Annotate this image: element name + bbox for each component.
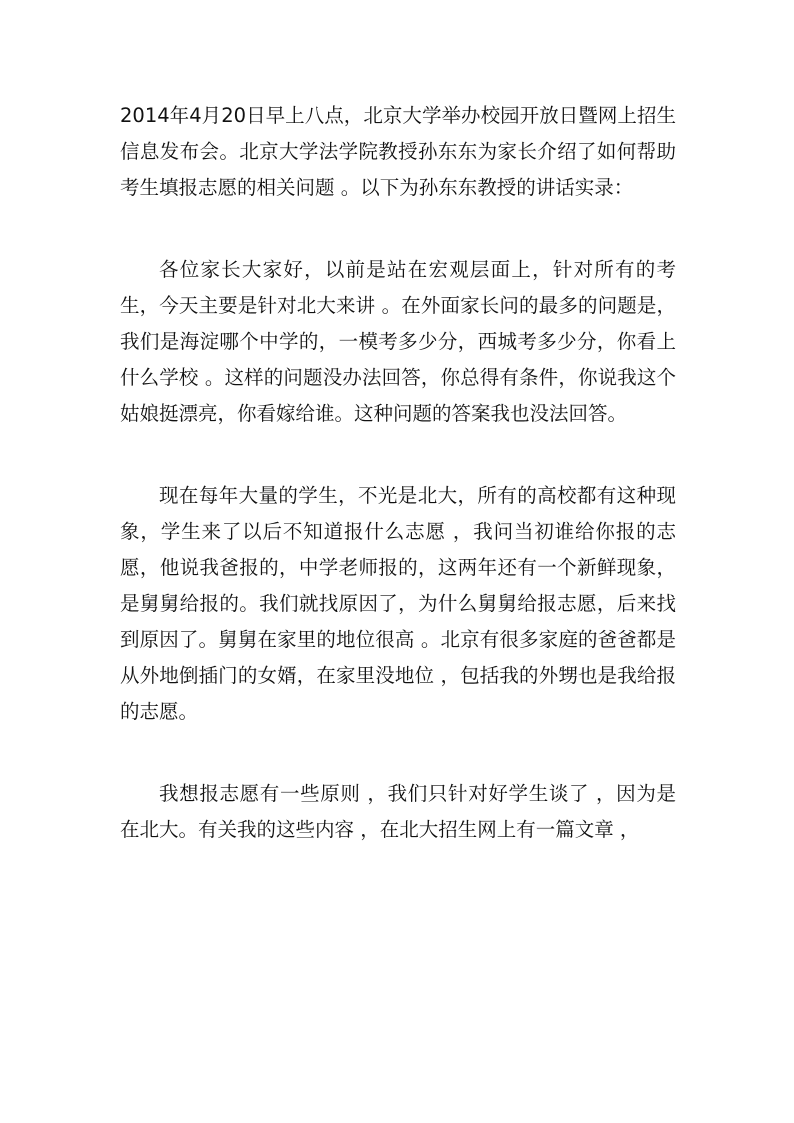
speech-paragraph-1: 各位家长大家好，以前是站在宏观层面上，针对所有的考生，今天主要是针对北大来讲 。在外面家长问的最多的问题是，我们是海淀哪个中学的，一模考多少分，西城考多少分，你看上什么学校 。这样的问题没办法回答，你总得有条件，你说我这个姑娘挺漂亮，你看嫁给谁。这种问题的答案我也没法回答。 bbox=[120, 258, 676, 425]
intro-paragraph: 2014年4月20日早上八点，北京大学举办校园开放日暨网上招生信息发布会。北京大学法学院教授孙东东为家长介绍了如何帮助考生填报志愿的相关问题 。以下为孙东东教授的讲话实录： bbox=[120, 104, 676, 199]
speech-paragraph-2: 现在每年大量的学生，不光是北大，所有的高校都有这种现象，学生来了以后不知道报什么志愿 ，我问当初谁给你报的志愿，他说我爸报的，中学老师报的，这两年还有一个新鲜现象，是舅舅给报的。我们就找原因了，为什么舅舅给报志愿，后来找到原因了。舅舅在家里的地位很高 。北京有很多家庭的爸爸都是从外地倒插门的女婿，在家里没地位 ，包括我的外甥也是我给报的志愿。 bbox=[120, 484, 676, 723]
document-body bbox=[120, 98, 676, 894]
speech-paragraph-3: 我想报志愿有一些原则 ，我们只针对好学生谈了 ，因为是在北大。有关我的这些内容 ，在北大招生网上有一篇文章 ， bbox=[120, 782, 676, 841]
